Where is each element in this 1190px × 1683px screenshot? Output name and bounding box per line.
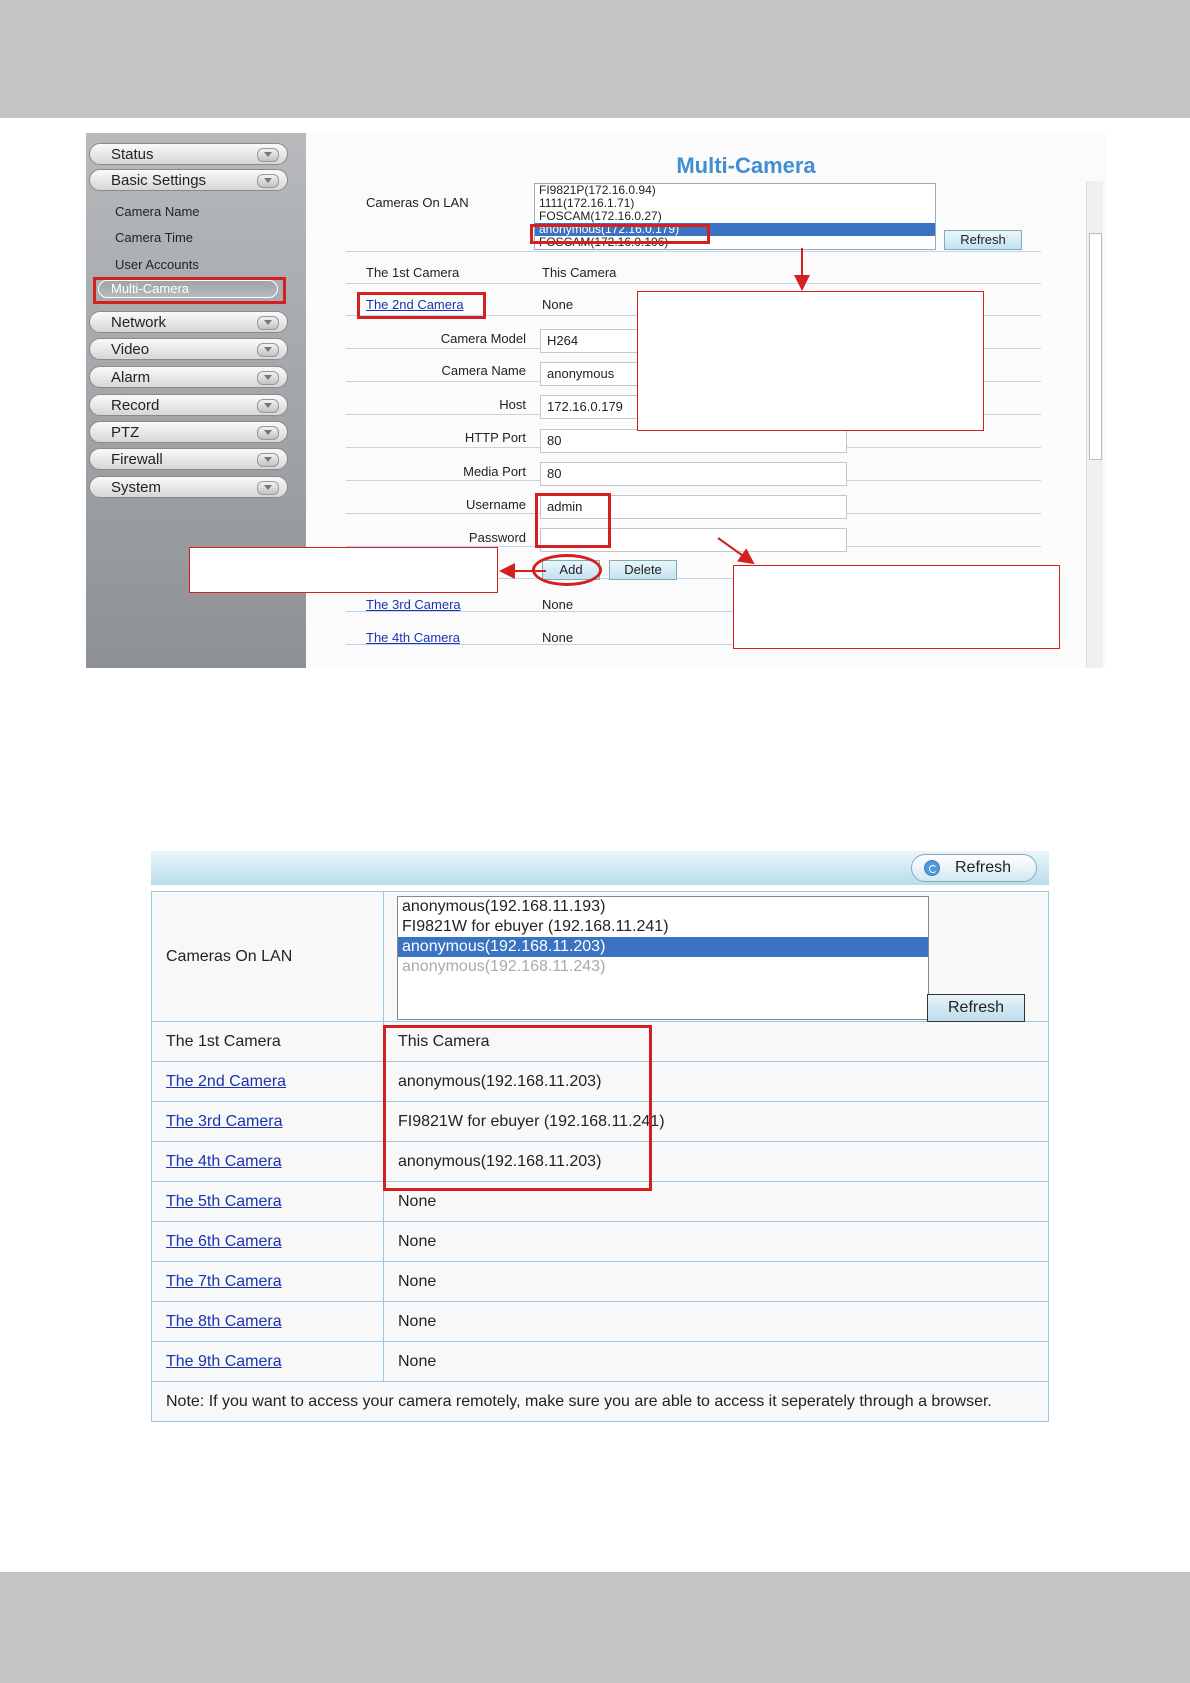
arrow-icon [718, 538, 753, 563]
submenu-user-accounts[interactable]: User Accounts [115, 257, 199, 272]
list-item[interactable]: FI9821W for ebuyer (192.168.11.241) [402, 918, 669, 935]
third-camera-link[interactable]: The 3rd Camera [366, 597, 461, 612]
menu-label: Status [111, 146, 154, 163]
username-label: Username [466, 497, 526, 512]
camera-list-screenshot [151, 851, 1049, 1447]
multi-camera-settings-screenshot [86, 133, 1106, 668]
camera-model-select[interactable]: H264 [540, 329, 847, 353]
camera-link[interactable]: The 4th Camera [166, 1152, 282, 1170]
menu-label: Alarm [111, 369, 151, 386]
camera-value: FI9821W for ebuyer (192.168.11.241) [384, 1102, 1049, 1142]
camera-name-label: Camera Name [441, 363, 526, 378]
http-port-field[interactable]: 80 [540, 429, 847, 453]
list-item-selected[interactable]: anonymous(172.16.0.179) [535, 223, 935, 236]
fourth-camera-link[interactable]: The 4th Camera [366, 630, 460, 645]
camera-value: anonymous(192.168.11.203) [384, 1142, 1049, 1182]
camera-link[interactable]: The 6th Camera [166, 1232, 282, 1250]
page-title: Multi-Camera [676, 153, 816, 178]
table-row [152, 1262, 1049, 1302]
submenu-multi-camera[interactable]: Multi-Camera [98, 280, 278, 298]
bottom-gray-band [0, 1572, 1190, 1683]
second-camera-link[interactable]: The 2nd Camera [366, 297, 464, 312]
menu-label: System [111, 479, 162, 496]
menu-label: PTZ [111, 424, 140, 441]
camera-name-field[interactable]: anonymous [540, 362, 847, 386]
camera-link[interactable]: The 8th Camera [166, 1312, 282, 1330]
cameras-on-lan-list[interactable] [397, 896, 929, 1020]
camera-value: anonymous(192.168.11.203) [384, 1062, 1049, 1102]
delete-button[interactable]: Delete [609, 560, 677, 580]
refresh-icon [924, 860, 940, 876]
camera-link[interactable]: The 5th Camera [166, 1192, 282, 1210]
camera-link[interactable]: The 3rd Camera [166, 1112, 283, 1130]
cameras-on-lan-label: Cameras On LAN [366, 195, 469, 210]
submenu-camera-name[interactable]: Camera Name [115, 204, 200, 219]
host-field[interactable]: 172.16.0.179 [540, 395, 847, 419]
first-camera-label: The 1st Camera [366, 265, 460, 280]
list-item[interactable]: FOSCAM(172.16.0.106) [539, 235, 669, 249]
note-text: Note: If you want to access your camera remotely, make sure you are able to access it seperately through a browser. [152, 1382, 1049, 1422]
http-port-label: HTTP Port [464, 430, 526, 445]
fourth-camera-value: None [542, 630, 574, 645]
menu-label: Basic Settings [111, 172, 207, 189]
host-label: Host [499, 397, 526, 412]
menu-label: Firewall [111, 451, 163, 468]
password-label: Password [468, 530, 526, 545]
media-port-label: Media Port [463, 464, 526, 479]
camera-link[interactable]: The 2nd Camera [166, 1072, 287, 1090]
menu-label: Video [111, 341, 150, 358]
camera-model-label: Camera Model [440, 331, 526, 346]
refresh-button[interactable]: Refresh [944, 230, 1022, 250]
list-item[interactable]: FOSCAM(172.16.0.27) [539, 209, 662, 223]
camera-label: The 1st Camera [152, 1022, 384, 1062]
table-row [152, 1342, 1049, 1382]
menu-label: Record [111, 397, 160, 414]
media-port-field[interactable]: 80 [540, 462, 847, 486]
header-refresh-button[interactable] [911, 854, 1037, 882]
camera-link[interactable]: The 9th Camera [166, 1352, 282, 1370]
list-item-selected[interactable]: anonymous(192.168.11.203) [398, 937, 928, 957]
first-camera-value: This Camera [542, 265, 617, 280]
table-row [152, 1382, 1049, 1422]
camera-link[interactable]: The 7th Camera [166, 1272, 282, 1290]
table-row [152, 1222, 1049, 1262]
second-camera-value: None [542, 297, 574, 312]
annotation-arrows [86, 133, 1106, 668]
list-item[interactable]: 1111(172.16.1.71) [539, 196, 635, 210]
camera-value: None [384, 1222, 1049, 1262]
menu-label: Network [111, 314, 167, 331]
list-item[interactable]: anonymous(192.168.11.243) [402, 958, 606, 975]
table-row [152, 1302, 1049, 1342]
top-gray-band [0, 0, 1190, 118]
camera-value: None [384, 1262, 1049, 1302]
list-item[interactable]: FI9821P(172.16.0.94) [539, 183, 656, 197]
header-bar [151, 851, 1049, 885]
username-field[interactable]: admin [540, 495, 847, 519]
submenu-camera-time[interactable]: Camera Time [115, 230, 194, 245]
camera-value: None [384, 1182, 1049, 1222]
header-refresh-label: Refresh [955, 859, 1012, 876]
third-camera-value: None [542, 597, 574, 612]
list-item[interactable]: anonymous(192.168.11.193) [402, 898, 606, 915]
camera-value: This Camera [384, 1022, 1049, 1062]
add-button[interactable]: Add [542, 560, 600, 580]
refresh-button[interactable]: Refresh [927, 994, 1025, 1022]
camera-value: None [384, 1342, 1049, 1382]
camera-value: None [384, 1302, 1049, 1342]
cameras-on-lan-label: Cameras On LAN [152, 892, 384, 1022]
highlight-box [383, 1025, 652, 1191]
